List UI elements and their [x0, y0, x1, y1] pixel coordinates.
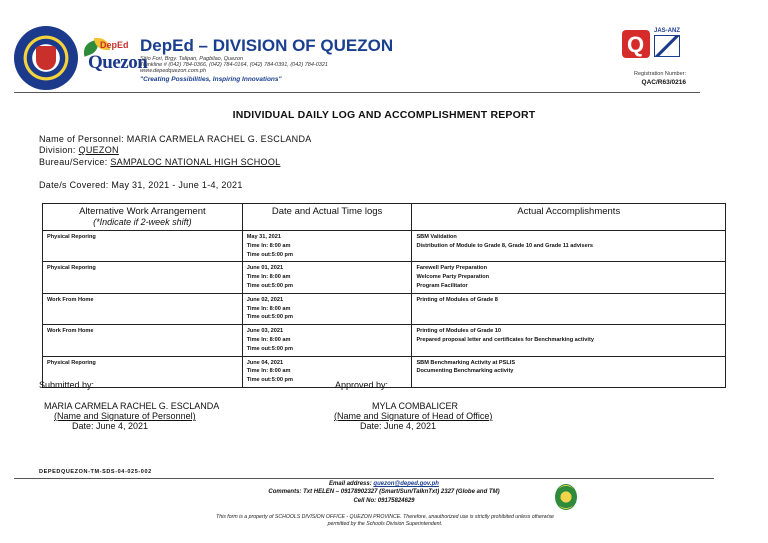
header-time-logs: Date and Actual Time logs — [242, 204, 412, 231]
footer-email-line: Email address: quezon@deped.gov.ph — [329, 481, 439, 487]
bureau-value: SAMPALOC NATIONAL HIGH SCHOOL — [110, 157, 281, 167]
time-log-cell: June 03, 2021 Time In: 8:00 am Time out:5:00 pm — [242, 325, 412, 356]
table-header-row — [43, 204, 726, 231]
personnel-name: MARIA CARMELA RACHEL G. ESCLANDA — [126, 134, 312, 144]
accomplishment-cell: SBM Validation Distribution of Module to Grade 8, Grade 10 and Grade 11 advisers — [412, 231, 726, 262]
footer-note-1: This form is a property of SCHOOLS DIVISION OFFICE - QUEZON PROVINCE. Therefore, unauthorized use is strictly prohibited unless otherwise — [216, 514, 554, 520]
registration-number: QAC/R63/0216 — [641, 79, 686, 86]
division-trunkline: Trunkline # (042) 784-0366, (042) 784-0164, (042) 784-0391, (042) 784-0321 — [140, 62, 328, 68]
accomplishment-cell: Printing of Modules of Grade 8 — [412, 293, 726, 324]
submitted-name: MARIA CARMELA RACHEL G. ESCLANDA — [44, 401, 220, 411]
approved-by-label: Approved by: — [335, 380, 389, 390]
division-address: Sitio Fori, Brgy. Talipan, Pagbilao, Quezon — [140, 56, 244, 62]
seal-shield-icon — [36, 46, 56, 70]
footer-note-2: permitted by the Schools Division Superintendent. — [327, 521, 443, 527]
approved-caption: (Name and Signature of Head of Office) — [334, 411, 493, 421]
division-value: QUEZON — [78, 145, 119, 155]
table-row — [43, 325, 726, 356]
jas-anz-logo: JAS-ANZ — [654, 28, 684, 62]
footer-cell: Cell No: 09175824629 — [353, 498, 415, 504]
logo-prefix: DepEd — [100, 40, 129, 50]
arrangement-cell: Work From Home — [43, 325, 243, 356]
time-log-cell: May 31, 2021 Time In: 8:00 am Time out:5:00 pm — [242, 231, 412, 262]
deped-seal-logo — [14, 26, 78, 90]
header-accomplishments: Actual Accomplishments — [412, 204, 726, 231]
accomplishment-cell: Printing of Modules of Grade 10 Prepared proposal letter and certificates for Benchmarking activity — [412, 325, 726, 356]
time-log-cell: June 01, 2021 Time In: 8:00 am Time out:5:00 pm — [242, 262, 412, 293]
header-arrangement-note: (*Indicate if 2-week shift) — [93, 217, 192, 227]
table-row — [43, 293, 726, 324]
quality-cert-logo: Q — [622, 30, 650, 58]
email-link[interactable]: quezon@deped.gov.ph — [373, 481, 439, 487]
header-arrangement: Alternative Work Arrangement (*Indicate if 2-week shift) — [43, 204, 243, 231]
division-slogan: "Creating Possibilities, Inspiring Innovations" — [140, 76, 282, 83]
report-title: INDIVIDUAL DAILY LOG AND ACCOMPLISHMENT REPORT — [232, 109, 536, 121]
division-website: www.depedquezon.com.ph — [140, 68, 207, 74]
dates-line: Date/s Covered: May 31, 2021 - June 1-4, 2021 — [39, 180, 243, 190]
time-log-cell: June 02, 2021 Time In: 8:00 am Time out:5:00 pm — [242, 293, 412, 324]
footer-divider — [14, 478, 714, 479]
submitted-date: Date: June 4, 2021 — [72, 421, 149, 431]
approved-name: MYLA COMBALICER — [372, 401, 459, 411]
logo-word: Quezon — [88, 52, 148, 73]
table-row — [43, 231, 726, 262]
arrangement-cell: Physical Reporing — [43, 262, 243, 293]
deped-quezon-logo — [80, 36, 148, 76]
division-title: DepEd – DIVISION OF QUEZON — [140, 36, 394, 55]
division-line: Division: QUEZON — [39, 145, 119, 155]
registration-label: Registration Number: — [634, 71, 686, 77]
accomplishment-cell: Farewell Party Preparation Welcome Party Preparation Program Facilitator — [412, 262, 726, 293]
emblem-logo — [555, 484, 577, 510]
dates-value: May 31, 2021 - June 1-4, 2021 — [111, 180, 243, 190]
table-row — [43, 262, 726, 293]
document-code: DEPEDQUEZON-TM-SDS-04-025-002 — [39, 469, 152, 475]
arrangement-cell: Work From Home — [43, 293, 243, 324]
header-divider — [14, 92, 700, 93]
submitted-caption: (Name and Signature of Personnel) — [54, 411, 196, 421]
bureau-line: Bureau/Service: SAMPALOC NATIONAL HIGH SCHOOL — [39, 157, 281, 167]
arrangement-cell: Physical Reporing — [43, 356, 243, 387]
accomplishment-cell: SBM Benchmarking Activity at PSLIS Documenting Benchmarking activity — [412, 356, 726, 387]
jas-anz-mark-icon — [654, 35, 680, 57]
daily-log-table — [42, 203, 726, 388]
approved-date: Date: June 4, 2021 — [360, 421, 437, 431]
footer-comments: Comments: Txt HELEN – 09178902327 (Smart/Sun/TalknTxt) 2327 (Globe and TM) — [268, 489, 500, 495]
submitted-by-label: Submitted by: — [39, 380, 95, 390]
personnel-line: Name of Personnel: MARIA CARMELA RACHEL G. ESCLANDA — [39, 134, 312, 144]
time-log-cell: June 04, 2021 Time In: 8:00 am Time out:5:00 pm — [242, 356, 412, 387]
arrangement-cell: Physical Reporing — [43, 231, 243, 262]
